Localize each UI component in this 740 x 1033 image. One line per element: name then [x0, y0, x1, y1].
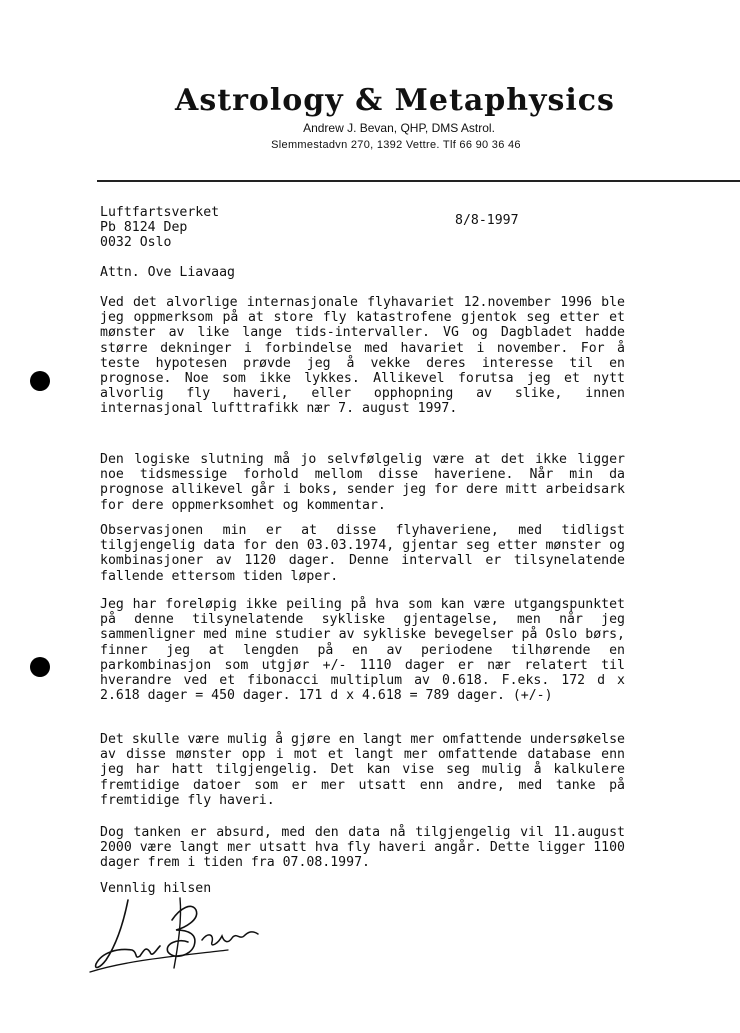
recipient-address	[100, 205, 219, 251]
closing: Vennlig hilsen	[100, 881, 212, 896]
recipient-line: 0032 Oslo	[100, 235, 172, 251]
attention-line: Attn. Ove Liavaag	[100, 265, 235, 280]
letterhead	[0, 82, 740, 153]
punch-hole-top	[30, 371, 50, 391]
letterhead-name: Andrew J. Bevan, QHP, DMS Astrol.	[303, 121, 495, 135]
letter-date: 8/8-1997	[455, 213, 519, 228]
paragraph: Den logiske slutning må jo selvfølgelig være at det ikke ligger noe tidsmessige forhold mellom disse haveriene. Når min da prognose allikevel går i boks, sender jeg for dere mitt arbeidsark for dere oppmerksomhet og kommentar.	[100, 452, 625, 513]
punch-hole-bottom	[30, 657, 50, 677]
paragraph: Observasjonen min er at disse flyhaveriene, med tidligst tilgjengelig data for den 03.03.1974, gjentar seg etter mønster og kombinasjoner av 1120 dager. Denne intervall er tilsynelatende fallende ettersom tiden løper.	[100, 523, 625, 584]
paragraph: Jeg har foreløpig ikke peiling på hva som kan være utgangspunktet på denne tilsynelatende sykliske gjentagelse, men når jeg sammenligner med mine studier av sykliske bevegelser på Oslo børs, finner jeg at lengden på en av periodene tilhørende en parkombinasjon som utgjør +/- 1110 dager er nær relatert til hverandre ved et fibonacci multiplum av 0.618. F.eks. 172 d x 2.618 dager = 450 dager. 171 d x 4.618 = 789 dager. (+/-)	[100, 597, 625, 704]
paragraph: Ved det alvorlige internasjonale flyhavariet 12.november 1996 ble jeg oppmerksom på at store fly katastrofene gjentok seg etter et mønster av like lange tids-intervaller. VG og Dagbladet hadde større dekninger i forbindelse med havariet i november. For å teste hypotesen prøvde jeg å vekke deres interesse til en prognose. Noe som ikke lykkes. Allikevel forutsa jeg et nytt alvorlig fly haveri, eller opphopning av slike, innen internasjonal lufttrafikk nær 7. august 1997.	[100, 295, 625, 417]
paragraph: Dog tanken er absurd, med den data nå tilgjengelig vil 11.august 2000 være langt mer utsatt hva fly haveri angår. Dette ligger 1100 dager frem i tiden fra 07.08.1997.	[100, 825, 625, 871]
letterhead-title: Astrology & Metaphysics	[175, 83, 615, 118]
letterhead-address: Slemmestadvn 270, 1392 Vettre. Tlf 66 90 36 46	[271, 139, 521, 151]
header-divider	[97, 180, 740, 182]
recipient-line: Luftfartsverket	[100, 205, 220, 220]
paragraph: Det skulle være mulig å gjøre en langt mer omfattende undersøkelse av disse mønster opp i mot et langt mer omfattende database enn jeg har hatt tilgjengelig. Det kan vise seg mulig å kalkulere fremtidige datoer som er mer utsatt enn andre, med tanke på fremtidige fly haveri.	[100, 732, 625, 808]
recipient-line: Pb 8124 Dep	[100, 220, 188, 236]
handwritten-signature	[88, 890, 278, 980]
